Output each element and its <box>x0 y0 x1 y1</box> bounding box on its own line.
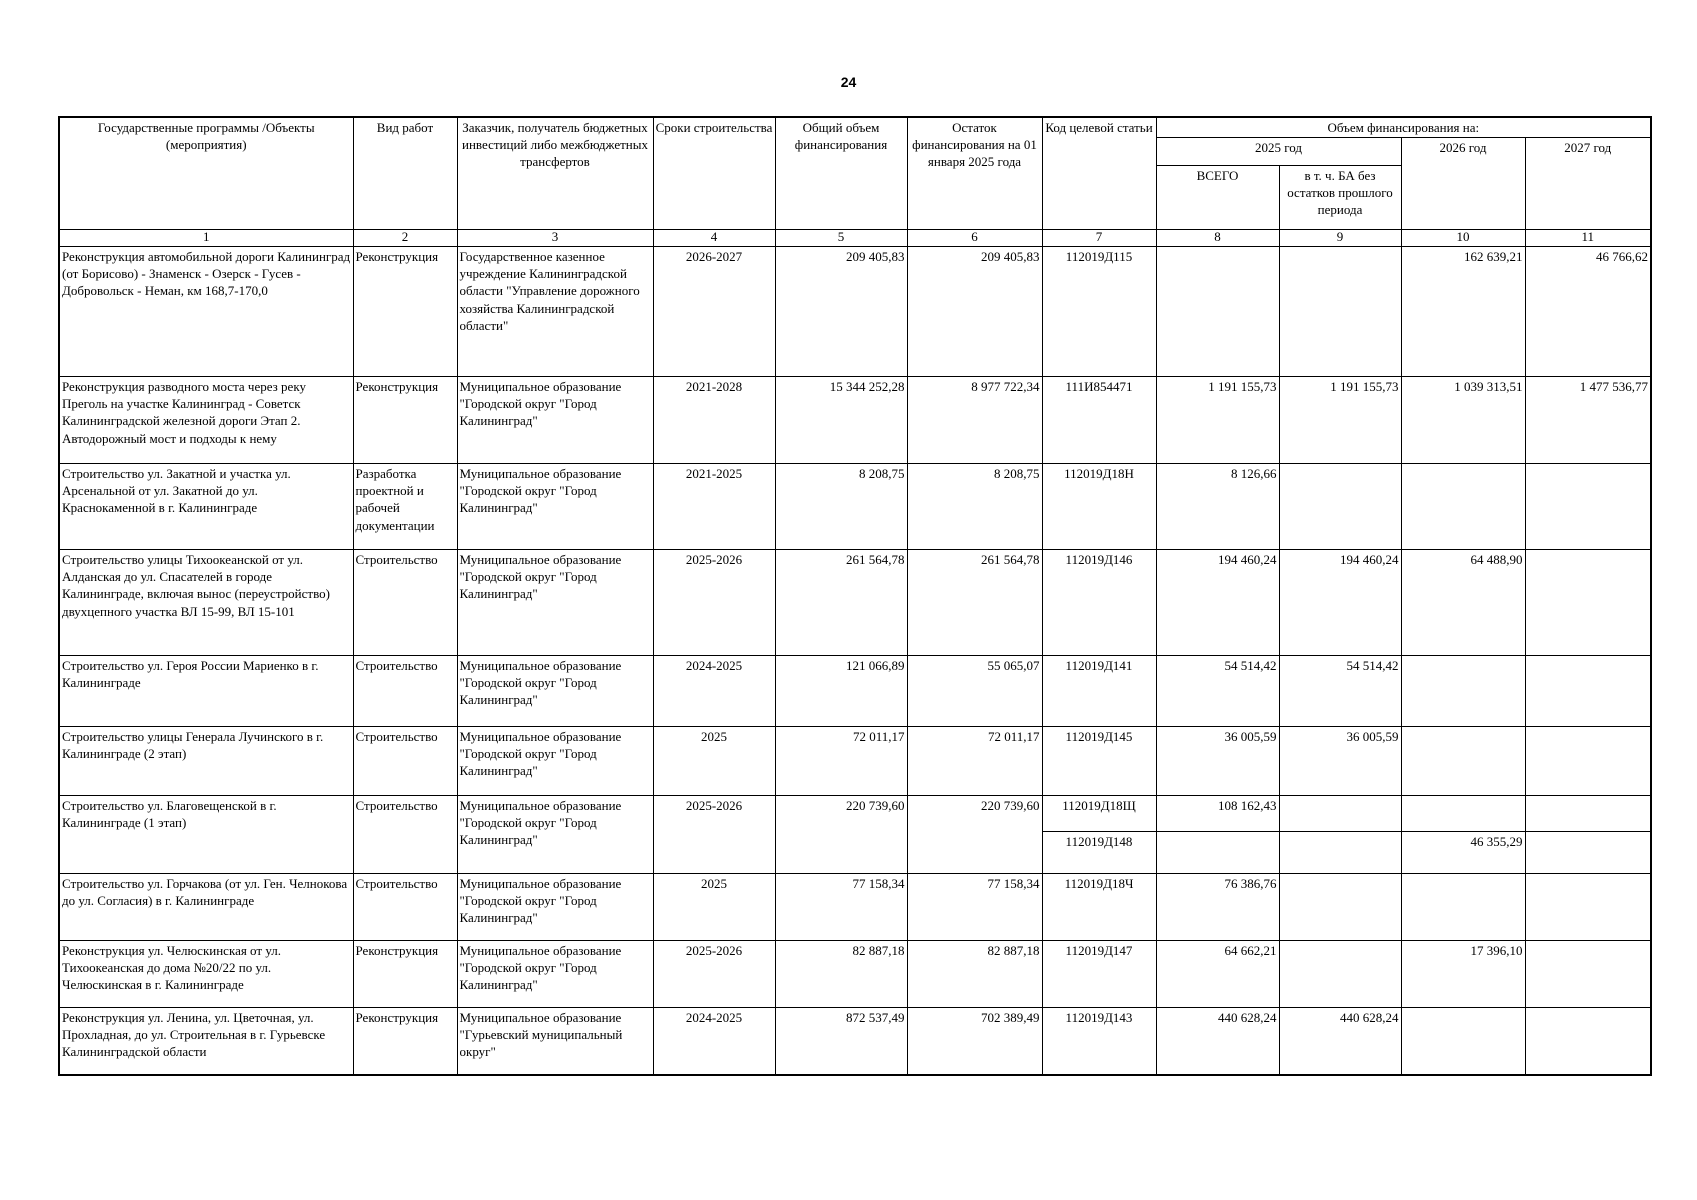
header-programs: Государственные программы /Объекты (мероприятия) <box>59 117 353 230</box>
customer: Государственное казенное учреждение Калининградской области "Управление дорожного хозяйства Калининградской области" <box>457 247 653 377</box>
ba-2025 <box>1279 832 1401 874</box>
work-type: Реконструкция <box>353 941 457 1008</box>
customer: Муниципальное образование "Городской округ "Город Калининград" <box>457 941 653 1008</box>
amount-2027: 46 766,62 <box>1525 247 1651 377</box>
ba-2025: 440 628,24 <box>1279 1008 1401 1075</box>
total-financing: 82 887,18 <box>775 941 907 1008</box>
target-code: 112019Д141 <box>1042 656 1156 727</box>
col-number: 11 <box>1525 230 1651 247</box>
amount-2027 <box>1525 832 1651 874</box>
header-target-code: Код целевой статьи <box>1042 117 1156 230</box>
period: 2026-2027 <box>653 247 775 377</box>
remaining-financing: 261 564,78 <box>907 550 1042 656</box>
target-code: 112019Д147 <box>1042 941 1156 1008</box>
target-code: 112019Д148 <box>1042 832 1156 874</box>
table-row <box>59 550 1651 656</box>
remaining-financing: 8 977 722,34 <box>907 377 1042 464</box>
col-number: 9 <box>1279 230 1401 247</box>
period: 2025-2026 <box>653 941 775 1008</box>
period: 2025-2026 <box>653 796 775 874</box>
total-financing: 872 537,49 <box>775 1008 907 1075</box>
total-financing: 8 208,75 <box>775 464 907 550</box>
col-number: 8 <box>1156 230 1279 247</box>
work-type: Строительство <box>353 550 457 656</box>
total-financing: 121 066,89 <box>775 656 907 727</box>
object-name: Строительство ул. Закатной и участка ул. Арсенальной от ул. Закатной до ул. Краснокаменной в г. Калининграде <box>59 464 353 550</box>
remaining-financing: 55 065,07 <box>907 656 1042 727</box>
customer: Муниципальное образование "Городской округ "Город Калининград" <box>457 656 653 727</box>
total-financing: 261 564,78 <box>775 550 907 656</box>
remaining-financing: 77 158,34 <box>907 874 1042 941</box>
amount-2027 <box>1525 796 1651 832</box>
amount-2026 <box>1401 656 1525 727</box>
header-period: Сроки строительства <box>653 117 775 230</box>
table-header <box>59 117 1651 247</box>
total-2025: 54 514,42 <box>1156 656 1279 727</box>
ba-2025 <box>1279 247 1401 377</box>
target-code: 112019Д18Н <box>1042 464 1156 550</box>
amount-2026: 1 039 313,51 <box>1401 377 1525 464</box>
ba-2025 <box>1279 874 1401 941</box>
table-row <box>59 656 1651 727</box>
total-2025 <box>1156 247 1279 377</box>
col-number: 5 <box>775 230 907 247</box>
work-type: Реконструкция <box>353 247 457 377</box>
ba-2025: 194 460,24 <box>1279 550 1401 656</box>
object-name: Реконструкция ул. Челюскинская от ул. Тихоокеанская до дома №20/22 по ул. Челюскинская в г. Калининграде <box>59 941 353 1008</box>
customer: Муниципальное образование "Городской округ "Город Калининград" <box>457 796 653 874</box>
col-number: 1 <box>59 230 353 247</box>
header-year-2027: 2027 год <box>1525 138 1651 230</box>
ba-2025 <box>1279 941 1401 1008</box>
total-financing: 15 344 252,28 <box>775 377 907 464</box>
total-2025: 1 191 155,73 <box>1156 377 1279 464</box>
header-financing-volume: Объем финансирования на: <box>1156 117 1651 138</box>
period: 2021-2025 <box>653 464 775 550</box>
object-name: Реконструкция автомобильной дороги Калининград (от Борисово) - Знаменск - Озерск - Гусев - Добровольск - Неман, км 168,7-170,0 <box>59 247 353 377</box>
customer: Муниципальное образование "Городской округ "Город Калининград" <box>457 377 653 464</box>
amount-2026 <box>1401 464 1525 550</box>
header-customer: Заказчик, получатель бюджетных инвестиций либо межбюджетных трансфертов <box>457 117 653 230</box>
customer: Муниципальное образование "Гурьевский муниципальный округ" <box>457 1008 653 1075</box>
target-code: 111И854471 <box>1042 377 1156 464</box>
work-type: Строительство <box>353 796 457 874</box>
remaining-financing: 220 739,60 <box>907 796 1042 874</box>
remaining-financing: 209 405,83 <box>907 247 1042 377</box>
object-name: Строительство ул. Благовещенской в г. Калининграде (1 этап) <box>59 796 353 874</box>
remaining-financing: 72 011,17 <box>907 727 1042 796</box>
target-code: 112019Д143 <box>1042 1008 1156 1075</box>
work-type: Строительство <box>353 727 457 796</box>
total-financing: 220 739,60 <box>775 796 907 874</box>
amount-2027 <box>1525 874 1651 941</box>
table-row <box>59 941 1651 1008</box>
work-type: Строительство <box>353 874 457 941</box>
object-name: Строительство ул. Горчакова (от ул. Ген. Челнокова до ул. Согласия) в г. Калининграде <box>59 874 353 941</box>
period: 2024-2025 <box>653 1008 775 1075</box>
header-year-2025: 2025 год <box>1156 138 1401 166</box>
amount-2027 <box>1525 656 1651 727</box>
period: 2021-2028 <box>653 377 775 464</box>
customer: Муниципальное образование "Городской округ "Город Калининград" <box>457 874 653 941</box>
total-2025: 194 460,24 <box>1156 550 1279 656</box>
table-row <box>59 464 1651 550</box>
amount-2026 <box>1401 727 1525 796</box>
ba-2025: 36 005,59 <box>1279 727 1401 796</box>
target-code: 112019Д18Ч <box>1042 874 1156 941</box>
col-number: 10 <box>1401 230 1525 247</box>
object-name: Реконструкция разводного моста через реку Преголь на участке Калининград - Советск Калининградской железной дороги Этап 2. Автодорожный мост и подходы к нему <box>59 377 353 464</box>
target-code: 112019Д145 <box>1042 727 1156 796</box>
col-number: 7 <box>1042 230 1156 247</box>
object-name: Строительство улицы Генерала Лучинского в г. Калининграде (2 этап) <box>59 727 353 796</box>
amount-2027 <box>1525 727 1651 796</box>
col-number: 2 <box>353 230 457 247</box>
total-2025: 64 662,21 <box>1156 941 1279 1008</box>
header-total-financing: Общий объем финансирования <box>775 117 907 230</box>
page-number: 24 <box>840 74 857 90</box>
table-row <box>59 1008 1651 1075</box>
amount-2027 <box>1525 464 1651 550</box>
total-2025 <box>1156 832 1279 874</box>
amount-2027 <box>1525 550 1651 656</box>
customer: Муниципальное образование "Городской округ "Город Калининград" <box>457 550 653 656</box>
object-name: Строительство ул. Героя России Мариенко в г. Калининграде <box>59 656 353 727</box>
work-type: Строительство <box>353 656 457 727</box>
table-row <box>59 796 1651 832</box>
total-2025: 440 628,24 <box>1156 1008 1279 1075</box>
table-row <box>59 727 1651 796</box>
target-code: 112019Д115 <box>1042 247 1156 377</box>
target-code: 112019Д18Щ <box>1042 796 1156 832</box>
amount-2026: 162 639,21 <box>1401 247 1525 377</box>
table-row <box>59 247 1651 377</box>
col-number: 3 <box>457 230 653 247</box>
total-financing: 72 011,17 <box>775 727 907 796</box>
work-type: Реконструкция <box>353 377 457 464</box>
amount-2027: 1 477 536,77 <box>1525 377 1651 464</box>
remaining-financing: 82 887,18 <box>907 941 1042 1008</box>
ba-2025 <box>1279 464 1401 550</box>
target-code: 112019Д146 <box>1042 550 1156 656</box>
amount-2026: 64 488,90 <box>1401 550 1525 656</box>
amount-2027 <box>1525 941 1651 1008</box>
total-2025: 36 005,59 <box>1156 727 1279 796</box>
total-2025: 8 126,66 <box>1156 464 1279 550</box>
period: 2024-2025 <box>653 656 775 727</box>
header-ba-2025: в т. ч. БА без остатков прошлого периода <box>1279 166 1401 230</box>
table-row <box>59 874 1651 941</box>
ba-2025: 54 514,42 <box>1279 656 1401 727</box>
total-financing: 209 405,83 <box>775 247 907 377</box>
header-year-2026: 2026 год <box>1401 138 1525 230</box>
ba-2025: 1 191 155,73 <box>1279 377 1401 464</box>
amount-2026 <box>1401 874 1525 941</box>
amount-2026: 46 355,29 <box>1401 832 1525 874</box>
period: 2025-2026 <box>653 550 775 656</box>
period: 2025 <box>653 874 775 941</box>
customer: Муниципальное образование "Городской округ "Город Калининград" <box>457 464 653 550</box>
ba-2025 <box>1279 796 1401 832</box>
total-financing: 77 158,34 <box>775 874 907 941</box>
col-number: 6 <box>907 230 1042 247</box>
work-type: Разработка проектной и рабочей документации <box>353 464 457 550</box>
header-work-type: Вид работ <box>353 117 457 230</box>
total-2025: 76 386,76 <box>1156 874 1279 941</box>
total-2025: 108 162,43 <box>1156 796 1279 832</box>
financing-table <box>58 116 1652 1076</box>
remaining-financing: 702 389,49 <box>907 1008 1042 1075</box>
amount-2027 <box>1525 1008 1651 1075</box>
period: 2025 <box>653 727 775 796</box>
amount-2026 <box>1401 1008 1525 1075</box>
header-remaining-financing: Остаток финансирования на 01 января 2025 года <box>907 117 1042 230</box>
customer: Муниципальное образование "Городской округ "Город Калининград" <box>457 727 653 796</box>
col-number: 4 <box>653 230 775 247</box>
work-type: Реконструкция <box>353 1008 457 1075</box>
object-name: Реконструкция ул. Ленина, ул. Цветочная, ул. Прохладная, до ул. Строительная в г. Гурьевске Калининградской области <box>59 1008 353 1075</box>
amount-2026 <box>1401 796 1525 832</box>
amount-2026: 17 396,10 <box>1401 941 1525 1008</box>
table-row <box>59 377 1651 464</box>
remaining-financing: 8 208,75 <box>907 464 1042 550</box>
header-total-2025: ВСЕГО <box>1156 166 1279 230</box>
object-name: Строительство улицы Тихоокеанской от ул. Алданская до ул. Спасателей в городе Калининграде, включая вынос (переустройство) двухцепного участка ВЛ 15-99, ВЛ 15-101 <box>59 550 353 656</box>
